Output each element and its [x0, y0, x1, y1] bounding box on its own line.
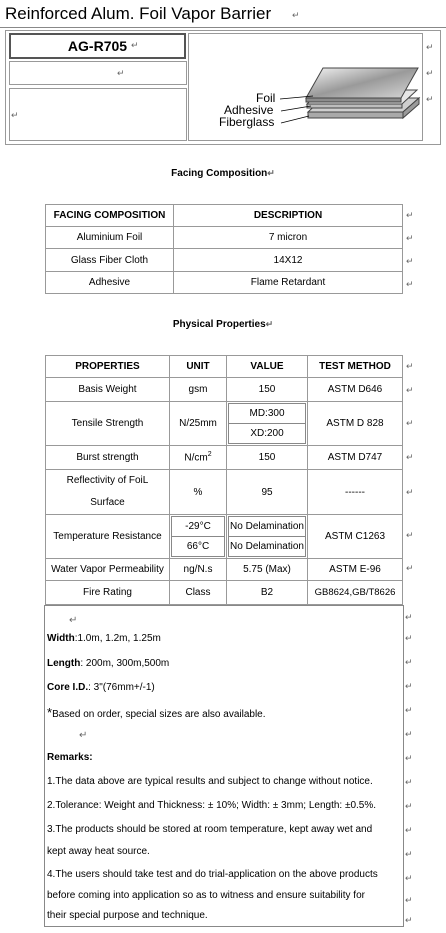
- para-mark: ↵: [406, 256, 414, 266]
- para-mark: ↵: [406, 563, 414, 573]
- temp-result-2: No Delamination: [228, 537, 306, 557]
- length-line: [47, 658, 169, 669]
- facing-cell: 7 micron: [174, 227, 403, 249]
- table-row: [46, 470, 403, 515]
- layer-label-fiberglass: Fiberglass: [219, 115, 275, 129]
- width-line: [47, 633, 161, 644]
- length-value: : 200m, 300m,500m: [80, 658, 170, 669]
- unit-cell: gsm: [170, 378, 227, 402]
- reflect-prop-1: Reflectivity of FoiL: [66, 475, 149, 486]
- facing-heading: Facing Composition: [171, 168, 268, 179]
- para-mark: ↵: [426, 42, 434, 52]
- prop-cell: Fire Rating: [46, 581, 170, 605]
- para-mark: ↵: [69, 615, 78, 626]
- para-mark: ↵: [426, 68, 434, 78]
- temp-low: -29°C: [171, 516, 225, 537]
- value-cell: 150: [227, 378, 308, 402]
- value-cell: [227, 515, 308, 559]
- para-mark: ↵: [406, 210, 414, 220]
- remark-3a: 3.The products should be stored at room temperature, kept away wet and: [47, 824, 373, 835]
- para-mark: ↵: [406, 530, 414, 540]
- para-mark: ↵: [405, 681, 413, 691]
- unit-cell: %: [170, 470, 227, 515]
- para-mark: ↵: [405, 777, 413, 787]
- value-cell: 5.75 (Max): [227, 559, 308, 581]
- temp-result-1: No Delamination: [228, 516, 306, 537]
- reflect-prop-2: Surface: [90, 497, 125, 508]
- table-row: [46, 249, 403, 272]
- empty-cell: [9, 61, 187, 85]
- para-mark: ↵: [79, 730, 88, 741]
- table-row: [46, 356, 403, 378]
- physical-header-test-method: TEST METHOD: [308, 356, 403, 378]
- length-label: Length: [47, 658, 81, 669]
- method-cell: ASTM D747: [308, 446, 403, 470]
- method-cell: ASTM C1263: [308, 515, 403, 559]
- unit-cell: [170, 515, 227, 559]
- core-line: [47, 682, 155, 693]
- tensile-xd: XD:200: [228, 424, 306, 444]
- facing-cell: Flame Retardant: [174, 272, 403, 294]
- remarks-label-line: [47, 752, 93, 763]
- remark-3b: kept away heat source.: [47, 846, 150, 857]
- table-row: [46, 446, 403, 470]
- para-mark: ↵: [292, 10, 300, 20]
- value-cell: 95: [227, 470, 308, 515]
- para-mark: ↵: [11, 110, 19, 120]
- para-mark: ↵: [405, 753, 413, 763]
- para-mark: ↵: [405, 705, 413, 715]
- para-mark: ↵: [117, 68, 125, 78]
- remark-4a: 4.The users should take test and do trial-application on the above products: [47, 869, 378, 880]
- physical-header-unit: UNIT: [170, 356, 227, 378]
- page-title: Reinforced Alum. Foil Vapor Barrier: [5, 4, 272, 23]
- physical-table: [45, 355, 403, 605]
- special-text: Based on order, special sizes are also available.: [52, 709, 266, 720]
- unit-cell: [170, 446, 227, 470]
- burst-unit-sup: 2: [207, 451, 212, 459]
- facing-table: [45, 204, 403, 294]
- temp-high: 66°C: [171, 537, 225, 557]
- para-mark: ↵: [131, 40, 139, 50]
- remarks-label: Remarks:: [47, 752, 93, 763]
- para-mark: ↵: [406, 418, 414, 428]
- prop-cell: Tensile Strength: [46, 402, 170, 446]
- remark-2: 2.Tolerance: Weight and Thickness: ± 10%; Width: ± 3mm; Length: ±0.5%.: [47, 800, 377, 811]
- para-mark: ↵: [405, 895, 413, 905]
- facing-cell: Glass Fiber Cloth: [46, 249, 174, 272]
- model-code: AG-R705: [67, 38, 128, 54]
- prop-cell: Temperature Resistance: [46, 515, 170, 559]
- prop-cell: Burst strength: [46, 446, 170, 470]
- tensile-md: MD:300: [228, 403, 306, 424]
- layer-label-foil: Foil: [256, 91, 276, 105]
- unit-cell: ng/N.s: [170, 559, 227, 581]
- unit-cell: Class: [170, 581, 227, 605]
- prop-cell: Water Vapor Permeability: [46, 559, 170, 581]
- method-cell: GB8624,GB/T8626: [308, 581, 403, 605]
- value-cell: [227, 402, 308, 446]
- special-line: [47, 705, 266, 720]
- table-row: [46, 227, 403, 249]
- physical-header-value: VALUE: [227, 356, 308, 378]
- facing-cell: Aluminium Foil: [46, 227, 174, 249]
- para-mark: ↵: [405, 633, 413, 643]
- para-mark: ↵: [405, 657, 413, 667]
- notes-box: [44, 605, 404, 927]
- core-value: : 3"(76mm+/-1): [88, 682, 155, 693]
- foil-layer: [306, 68, 418, 98]
- table-row: [46, 378, 403, 402]
- width-value: :1.0m, 1.2m, 1.25m: [74, 633, 161, 644]
- prop-cell: Basis Weight: [46, 378, 170, 402]
- table-row: [46, 515, 403, 559]
- width-label: Width: [47, 633, 75, 644]
- method-cell: ------: [308, 470, 403, 515]
- method-cell: ASTM D646: [308, 378, 403, 402]
- physical-heading: Physical Properties: [172, 319, 266, 330]
- para-mark: ↵: [405, 612, 413, 622]
- para-mark: ↵: [406, 279, 414, 289]
- para-mark: ↵: [265, 319, 274, 329]
- layer-label-adhesive: Adhesive: [224, 103, 274, 117]
- para-mark: ↵: [405, 873, 413, 883]
- para-mark: ↵: [426, 94, 434, 104]
- para-mark: ↵: [406, 385, 414, 395]
- para-mark: ↵: [405, 825, 413, 835]
- para-mark: ↵: [405, 729, 413, 739]
- para-mark: ↵: [405, 801, 413, 811]
- facing-header-composition: FACING COMPOSITION: [46, 205, 174, 227]
- facing-header-description: DESCRIPTION: [174, 205, 403, 227]
- empty-cell: [9, 88, 187, 141]
- prop-cell: [46, 470, 170, 515]
- title-bar: [0, 0, 446, 28]
- table-row: [46, 402, 403, 446]
- method-cell: ASTM E-96: [308, 559, 403, 581]
- physical-heading-wrap: [0, 319, 446, 330]
- table-row: [46, 272, 403, 294]
- para-mark: ↵: [405, 849, 413, 859]
- table-row: [46, 559, 403, 581]
- unit-cell: N/25mm: [170, 402, 227, 446]
- para-mark: ↵: [406, 233, 414, 243]
- para-mark: ↵: [405, 915, 413, 925]
- facing-cell: 14X12: [174, 249, 403, 272]
- core-label: Core I.D.: [47, 682, 89, 693]
- physical-header-properties: PROPERTIES: [46, 356, 170, 378]
- remark-1: 1.The data above are typical results and subject to change without notice.: [47, 776, 373, 787]
- burst-unit: N/cm: [184, 452, 208, 464]
- para-mark: ↵: [406, 487, 414, 497]
- remark-4c: their special purpose and technique.: [47, 910, 208, 921]
- model-box: [9, 33, 186, 59]
- facing-cell: Adhesive: [46, 272, 174, 294]
- asterisk: *: [47, 705, 53, 720]
- facing-heading-wrap: [0, 168, 446, 179]
- para-mark: ↵: [267, 168, 275, 178]
- remark-4b: before coming into application so as to witness and ensure suitability for: [47, 890, 365, 901]
- table-row: [46, 581, 403, 605]
- table-row: [46, 205, 403, 227]
- value-cell: B2: [227, 581, 308, 605]
- method-cell: ASTM D 828: [308, 402, 403, 446]
- para-mark: ↵: [406, 361, 414, 371]
- value-cell: 150: [227, 446, 308, 470]
- para-mark: ↵: [406, 452, 414, 462]
